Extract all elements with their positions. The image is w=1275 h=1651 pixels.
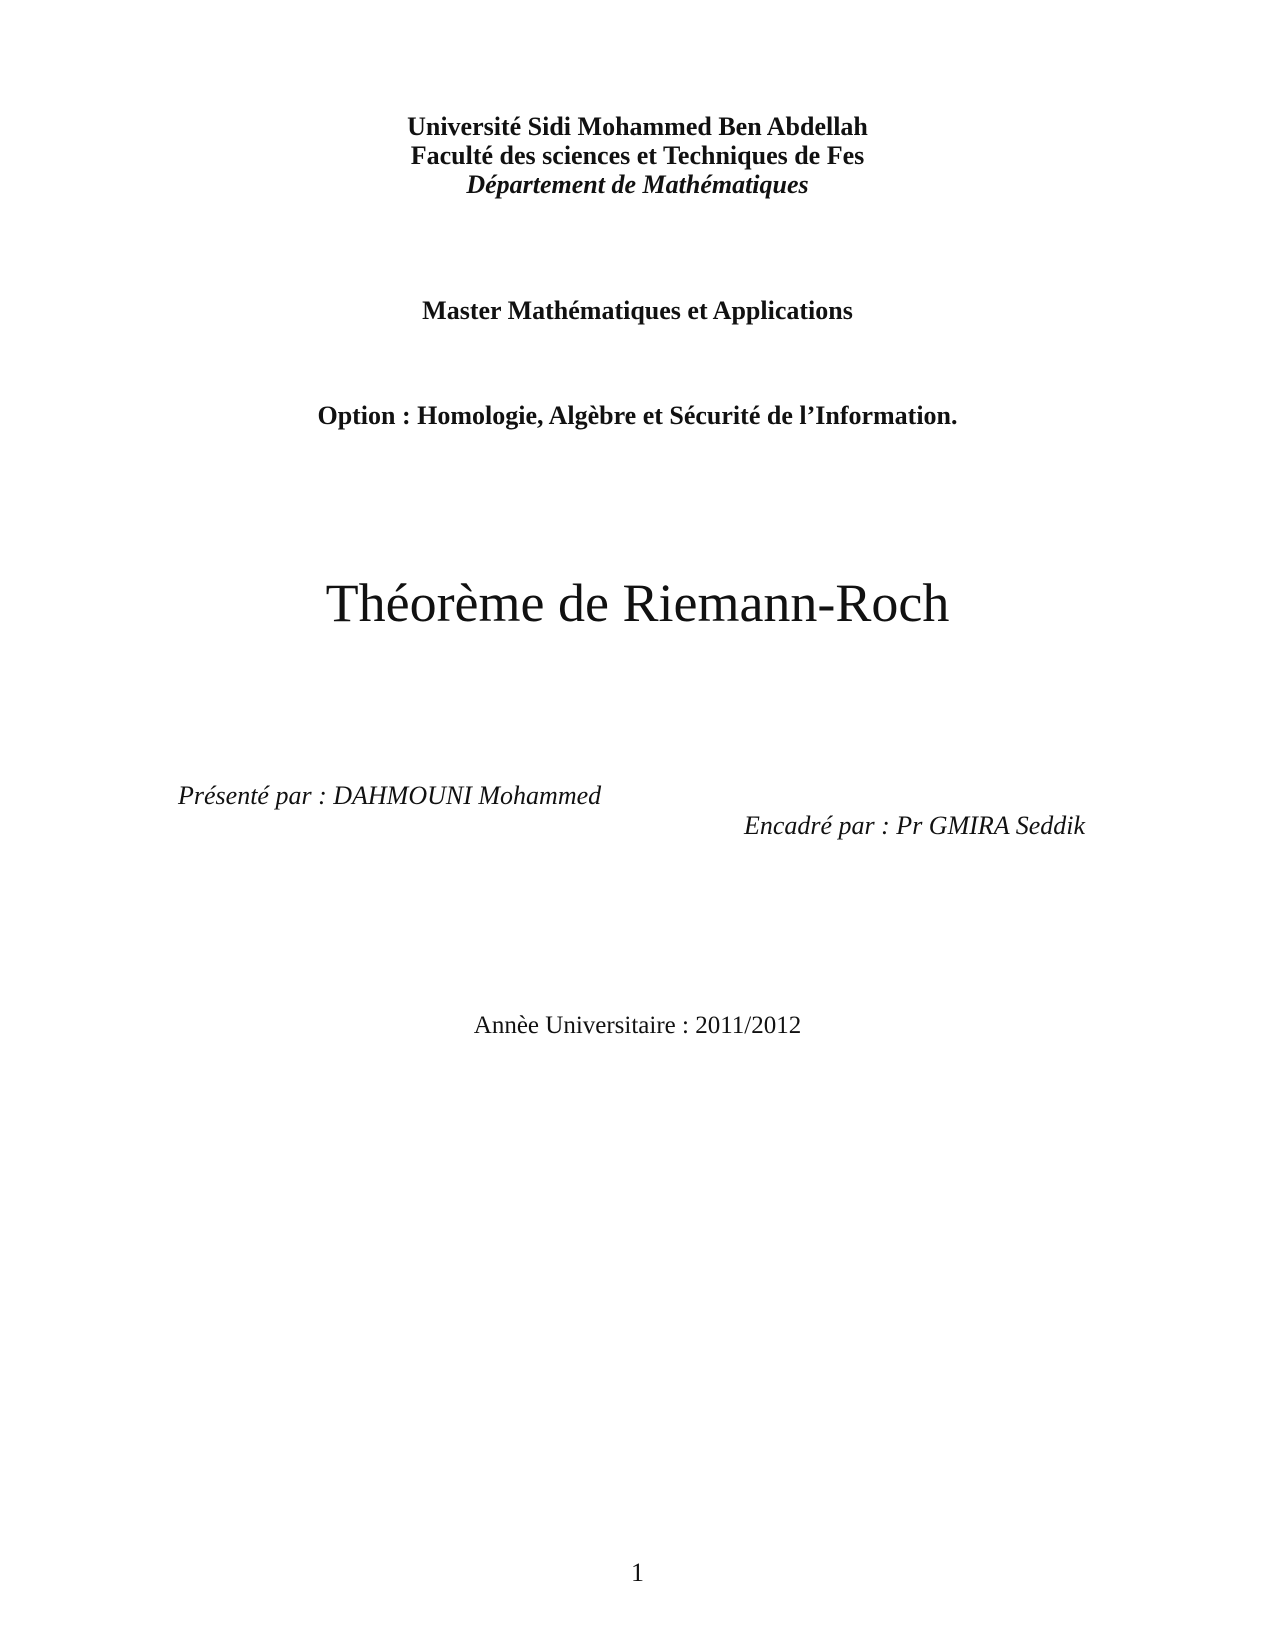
page-number: 1 [631, 1558, 644, 1587]
document-title: Théorème de Riemann-Roch [325, 573, 950, 633]
faculty-name: Faculté des sciences et Techniques de Fes [410, 141, 865, 170]
university-name: Université Sidi Mohammed Ben Abdellah [407, 112, 868, 141]
program-option: Option : Homologie, Algèbre et Sécurité de l’Information. [317, 401, 958, 430]
author-line: Présenté par : DAHMOUNI Mohammed [178, 781, 602, 810]
supervisor-line: Encadré par : Pr GMIRA Seddik [743, 811, 1085, 840]
department-name: Département de Mathématiques [466, 170, 809, 199]
academic-year: Annèe Universitaire : 2011/2012 [473, 1012, 802, 1039]
master-program: Master Mathématiques et Applications [422, 296, 853, 325]
institution-header [178, 112, 1097, 199]
